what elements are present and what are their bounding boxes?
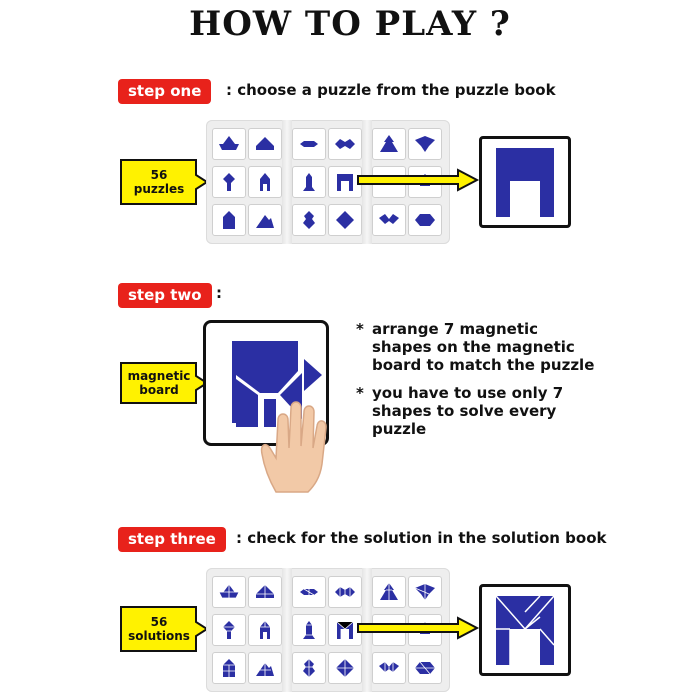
solution-tile bbox=[292, 652, 326, 684]
bullet-star: * bbox=[356, 384, 364, 402]
solution-tile bbox=[292, 576, 326, 608]
solution-tile bbox=[212, 652, 246, 684]
puzzle-tile bbox=[292, 166, 326, 198]
solution-tile bbox=[408, 652, 442, 684]
step-three-text: : check for the solution in the solution book bbox=[236, 529, 607, 547]
step-one-text: : choose a puzzle from the puzzle book bbox=[226, 81, 556, 99]
puzzle-tile bbox=[328, 204, 362, 236]
solution-tile bbox=[292, 614, 326, 646]
puzzle-tile bbox=[248, 166, 282, 198]
instructions-list bbox=[356, 320, 596, 448]
tangram-solution-icon bbox=[482, 587, 568, 673]
board-word: board bbox=[139, 383, 179, 397]
puzzle-tile bbox=[212, 166, 246, 198]
arrow-right-icon bbox=[356, 616, 480, 640]
puzzle-tile bbox=[212, 128, 246, 160]
step-two-text: : bbox=[216, 284, 222, 302]
instruction-text: you have to use only 7 shapes to solve every puzzle bbox=[372, 384, 564, 438]
step-three-badge: step three bbox=[118, 527, 226, 552]
step-two-badge: step two bbox=[118, 283, 212, 308]
instruction-item bbox=[356, 320, 596, 374]
solution-tile bbox=[372, 576, 406, 608]
puzzles-count: 56 bbox=[150, 168, 168, 182]
step-one-badge: step one bbox=[118, 79, 211, 104]
tangram-shape-icon bbox=[482, 139, 568, 225]
solutions-callout bbox=[118, 604, 210, 654]
puzzle-tile bbox=[372, 204, 406, 236]
puzzle-tile bbox=[328, 128, 362, 160]
solution-tile bbox=[212, 576, 246, 608]
puzzle-tile bbox=[292, 204, 326, 236]
solution-tile bbox=[328, 652, 362, 684]
puzzle-tile bbox=[248, 128, 282, 160]
instruction-text: arrange 7 magnetic shapes on the magnetic board to match the puzzle bbox=[372, 320, 595, 374]
solution-tile bbox=[248, 576, 282, 608]
puzzles-callout-label bbox=[124, 157, 194, 207]
solution-tile bbox=[212, 614, 246, 646]
bullet-star: * bbox=[356, 320, 364, 338]
instruction-item bbox=[356, 384, 596, 438]
puzzle-tile bbox=[248, 204, 282, 236]
solutions-callout-label bbox=[124, 604, 194, 654]
puzzles-callout bbox=[118, 157, 210, 207]
magnetic-word: magnetic bbox=[127, 369, 191, 383]
hand-icon bbox=[258, 398, 328, 494]
puzzle-tile bbox=[408, 204, 442, 236]
solutions-word: solutions bbox=[128, 629, 190, 643]
solutions-count: 56 bbox=[150, 615, 168, 629]
solution-tile bbox=[248, 652, 282, 684]
magnetic-board-callout bbox=[118, 360, 210, 406]
solution-tile bbox=[372, 652, 406, 684]
puzzle-tile bbox=[212, 204, 246, 236]
solution-tile bbox=[248, 614, 282, 646]
puzzle-tile bbox=[408, 128, 442, 160]
solution-tile bbox=[408, 576, 442, 608]
arrow-right-icon bbox=[356, 168, 480, 192]
solution-frame bbox=[479, 584, 571, 676]
puzzles-word: puzzles bbox=[133, 182, 185, 196]
selected-puzzle-frame bbox=[479, 136, 571, 228]
puzzle-tile bbox=[372, 128, 406, 160]
solution-tile bbox=[328, 576, 362, 608]
magnetic-board-callout-label bbox=[124, 360, 194, 406]
puzzle-tile bbox=[292, 128, 326, 160]
page-title: HOW TO PLAY ? bbox=[189, 4, 511, 44]
